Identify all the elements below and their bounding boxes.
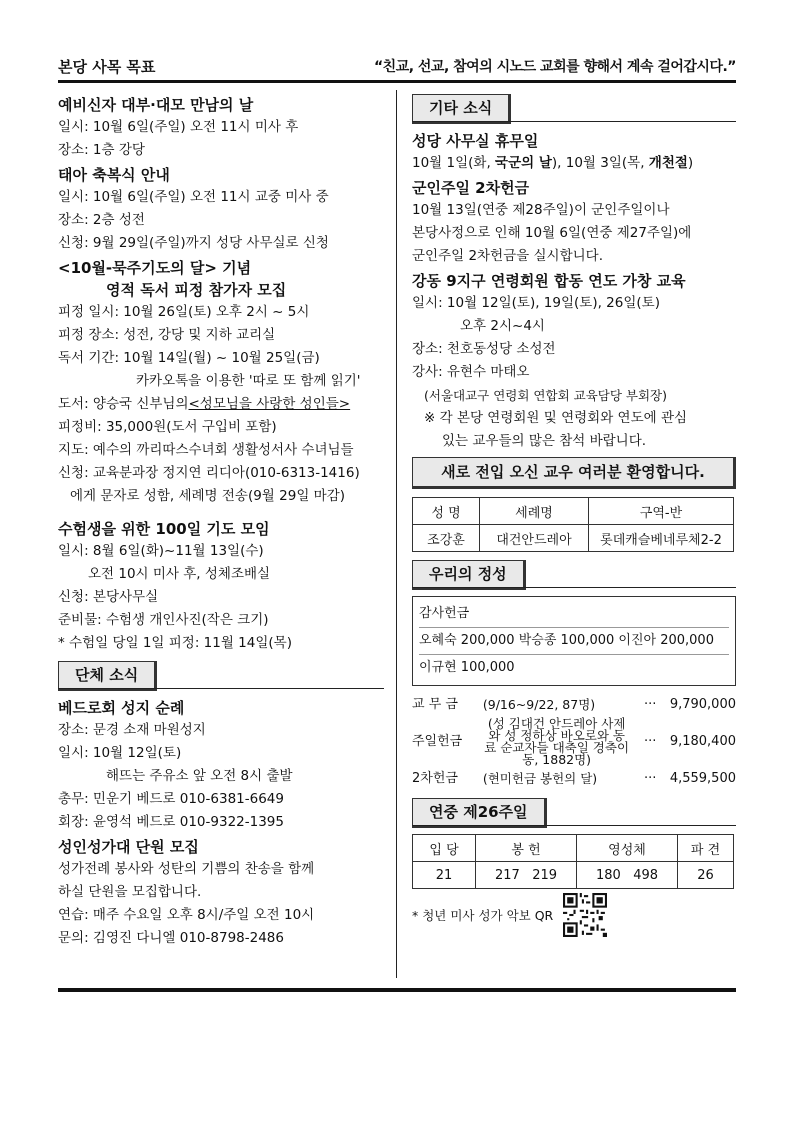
text-part: 10월 1일(화, [412, 155, 496, 171]
finance-row [412, 768, 736, 790]
section-line: 피정 장소: 성전, 강당 및 지하 교리실 [58, 327, 276, 343]
welcome-table [412, 497, 734, 552]
section-line: 장소: 천호동성당 소성전 [412, 341, 556, 357]
section-line: 신청: 9월 29일(주일)까지 성당 사무실로 신청 [58, 235, 329, 251]
section-title: 강동 9지구 연령회원 합동 연도 가창 교육 [412, 272, 686, 290]
section-title: 태아 축복식 안내 [58, 166, 170, 184]
section-line: 장소: 2층 성전 [58, 212, 145, 228]
section-line: 신청: 교육분과장 정지연 리디아(010-6313-1416) [58, 465, 360, 481]
column-divider [396, 90, 397, 978]
thanks-offering-box [412, 596, 736, 686]
week-label: 연중 제26주일 [412, 798, 547, 828]
left-column [58, 92, 384, 950]
section-line: 에게 문자로 성함, 세례명 전송(9월 29일 마감) [70, 488, 345, 504]
finance-note: (현미헌금 봉헌의 달) [482, 771, 598, 786]
section-line: 장소: 1층 강당 [58, 142, 145, 158]
finance-amount: 4,559,500 [669, 771, 736, 786]
section-line: 하실 단원을 모집합니다. [58, 884, 202, 900]
section-line: 준비물: 수험생 개인사진(작은 크기) [58, 612, 269, 628]
section-line: 피정비: 35,000원(도서 구입비 포함) [58, 419, 277, 435]
section-title: 성인성가대 단원 모집 [58, 838, 199, 856]
header-rule [58, 80, 736, 83]
qr-row [412, 893, 736, 937]
finance-amount: 9,790,000 [669, 697, 736, 712]
section-line [58, 393, 384, 416]
table-header-row [413, 835, 734, 862]
thanks-label: 감사헌금 [419, 606, 470, 621]
column-header: 파 견 [678, 835, 734, 862]
section-line: 신청: 본당사무실 [58, 589, 159, 605]
finance-note: (성 김대건 안드레아 사제와 성 정하상 바오로와 동료 순교자들 대축일 경축이동, 1882명) [484, 716, 630, 767]
thanks-line: 오혜숙 200,000 박승종 100,000 이진아 200,000 [419, 627, 729, 654]
holiday-name: 개천절 [648, 155, 688, 171]
column-header: 세례명 [480, 498, 589, 525]
section-line: 해뜨는 주유소 앞 오전 8시 출발 [106, 768, 293, 784]
section-header-offering [412, 560, 736, 590]
column-header: 영성체 [577, 835, 678, 862]
attendance-table [412, 834, 734, 889]
finance-label: 주일헌금 [412, 734, 463, 749]
finance-row [412, 718, 736, 766]
section-title: 베드로회 성지 순례 [58, 699, 185, 717]
right-column [412, 92, 736, 937]
book-title: <성모님을 사랑한 성인들> [188, 396, 351, 412]
section-header-week [412, 798, 736, 828]
text-part: ), 10월 3일(목, [551, 155, 649, 171]
finance-summary [412, 694, 736, 790]
footer-rule [58, 988, 736, 992]
finance-row [412, 694, 736, 716]
other-news-label: 기타 소식 [412, 94, 511, 124]
section-header-group-news [58, 661, 384, 691]
section-line: 10월 13일(연중 제28주일)이 군인주일이나 [412, 202, 670, 218]
table-cell: 26 [678, 862, 734, 889]
book-label: 도서: 양승국 신부님의 [58, 396, 189, 412]
table-cell: 대건안드레아 [480, 525, 589, 552]
section-line [412, 152, 736, 175]
table-row [413, 525, 734, 552]
finance-label: 교 무 금 [412, 697, 458, 712]
section-title: 군인주일 2차헌금 [412, 179, 530, 197]
qr-code-icon[interactable] [563, 893, 607, 937]
table-cell: 조강훈 [413, 525, 480, 552]
dot-leader: ··· [643, 734, 657, 749]
section-line: 강사: 유현수 마태오 [412, 364, 530, 380]
section-line: 문의: 김영진 다니엘 010-8798-2486 [58, 930, 284, 946]
column-header: 구역-반 [589, 498, 734, 525]
section-line: 총무: 민운기 베드로 010-6381-6649 [58, 791, 284, 807]
section-line: 지도: 예수의 까리따스수녀회 생활성서사 수녀님들 [58, 442, 354, 458]
section-line: (서울대교구 연령회 연합회 교육담당 부회장) [424, 388, 667, 403]
section-title: 성당 사무실 휴무일 [412, 132, 539, 150]
section-title: 수험생을 위한 100일 기도 모임 [58, 520, 270, 538]
section-line: 일시: 8월 6일(화)~11월 13일(수) [58, 543, 264, 559]
offering-label: 우리의 정성 [412, 560, 526, 590]
qr-note: * 청년 미사 성가 악보 QR [412, 908, 554, 923]
section-line: 일시: 10월 6일(주일) 오전 11시 미사 후 [58, 119, 299, 135]
text-part: ) [687, 155, 694, 171]
finance-note: (9/16~9/22, 87명) [482, 697, 596, 712]
section-line: 군인주일 2차헌금을 실시합니다. [412, 248, 603, 264]
section-line: 오후 2시~4시 [460, 318, 545, 334]
holiday-name: 국군의 날 [495, 155, 552, 171]
section-line: 일시: 10월 12일(토), 19일(토), 26일(토) [412, 295, 660, 311]
table-header-row [413, 498, 734, 525]
section-line: 카카오톡을 이용한 '따로 또 함께 읽기' [136, 373, 361, 389]
section-line: 일시: 10월 12일(토) [58, 745, 182, 761]
dot-leader: ··· [643, 697, 657, 712]
section-line: 본당사정으로 인해 10월 6일(연중 제27주일)에 [412, 225, 692, 241]
section-line: * 수험일 당일 1일 피정: 11월 14일(목) [58, 635, 292, 651]
column-header: 봉 헌 [476, 835, 577, 862]
section-line: 독서 기간: 10월 14일(월) ~ 10월 25일(금) [58, 350, 320, 366]
header-left-title: 본당 사목 목표 [58, 58, 156, 76]
section-line: 피정 일시: 10월 26일(토) 오후 2시 ~ 5시 [58, 304, 310, 320]
table-row [413, 862, 734, 889]
section-line: 오전 10시 미사 후, 성체조배실 [88, 566, 271, 582]
page-header [58, 52, 736, 80]
welcome-banner: 새로 전입 오신 교우 여러분 환영합니다. [412, 457, 736, 489]
table-cell: 롯데캐슬베네루체2-2 [589, 525, 734, 552]
table-cell: 180 498 [577, 862, 678, 889]
dot-leader: ··· [643, 771, 657, 786]
thanks-line: 이규현 100,000 [419, 654, 729, 681]
section-line: 회장: 윤영석 베드로 010-9322-1395 [58, 814, 284, 830]
finance-amount: 9,180,400 [669, 734, 736, 749]
section-line: 장소: 문경 소재 마원성지 [58, 722, 206, 738]
section-line: 성가전례 봉사와 성탄의 기쁨의 찬송을 함께 [58, 861, 315, 877]
table-cell: 217 219 [476, 862, 577, 889]
section-line: 있는 교우들의 많은 참석 바랍니다. [442, 433, 647, 449]
section-title: 예비신자 대부·대모 만남의 날 [58, 96, 254, 114]
header-motto: “친교, 선교, 참여의 시노드 교회를 향해서 계속 걸어갑시다.” [373, 59, 736, 75]
section-title: 영적 독서 피정 참가자 모집 [106, 281, 287, 299]
column-header: 입 당 [413, 835, 476, 862]
section-line: 일시: 10월 6일(주일) 오전 11시 교중 미사 중 [58, 189, 329, 205]
section-line: ※ 각 본당 연령회원 및 연령회와 연도에 관심 [424, 410, 688, 426]
section-header-other-news [412, 94, 736, 124]
section-title: <10월-묵주기도의 달> 기념 [58, 259, 252, 277]
section-line: 연습: 매주 수요일 오후 8시/주일 오전 10시 [58, 907, 315, 923]
finance-label: 2차헌금 [412, 771, 458, 786]
table-cell: 21 [413, 862, 476, 889]
group-news-label: 단체 소식 [58, 661, 157, 691]
column-header: 성 명 [413, 498, 480, 525]
